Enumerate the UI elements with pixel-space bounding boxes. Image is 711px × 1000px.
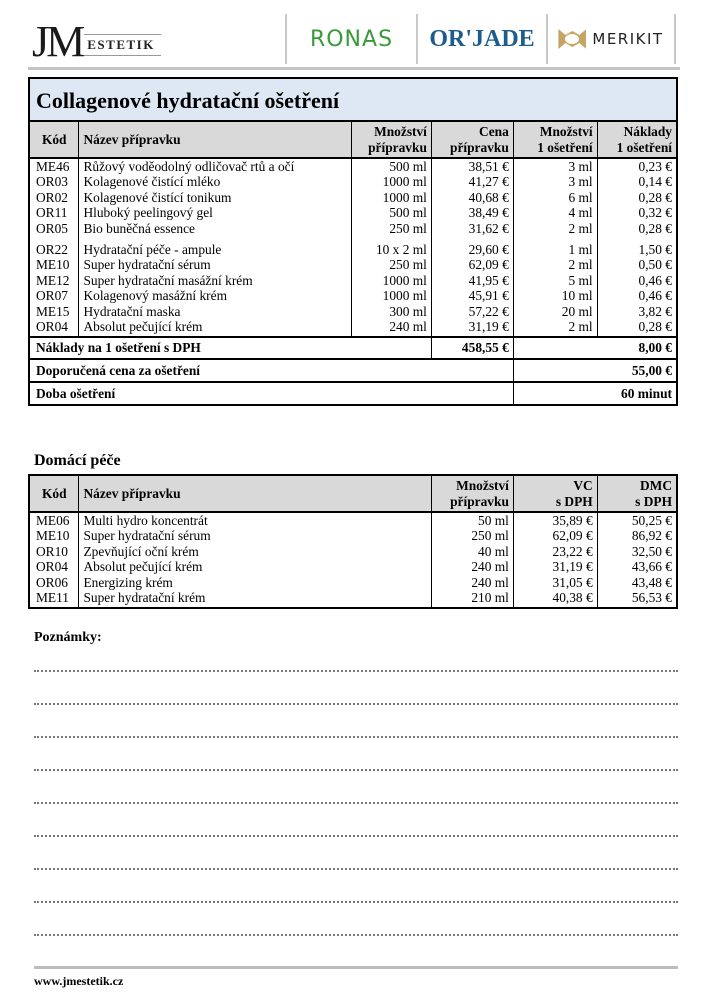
summary-row <box>29 337 677 359</box>
recommended-price-row <box>29 359 677 382</box>
cell-name: Absolut pečující krém <box>79 559 432 575</box>
cell-qty-per: 3 ml <box>513 174 597 190</box>
cell-code: ME15 <box>36 303 70 319</box>
cell-name: Hluboký peelingový gel <box>79 205 352 221</box>
note-line[interactable] <box>34 868 678 870</box>
table-row <box>29 288 677 304</box>
cell-code: OR11 <box>36 205 68 220</box>
cell-name: Bio buněčná essence <box>79 221 352 237</box>
duration-row <box>29 382 677 405</box>
cell-dmc: 50,25 € <box>597 512 677 528</box>
cell-qty: 240 ml <box>431 559 513 575</box>
table-row <box>29 257 677 273</box>
duration-value: 60 minut <box>513 382 677 405</box>
cell-qty: 250 ml <box>431 528 513 544</box>
cell-code: OR02 <box>36 189 68 205</box>
cell-qty-per: 2 ml <box>513 319 597 337</box>
table-row <box>29 528 677 544</box>
header-divider <box>28 67 680 70</box>
cell-code: OR10 <box>36 543 68 559</box>
cell-price: 40,68 € <box>431 190 513 206</box>
cell-qty: 240 ml <box>431 575 513 591</box>
cell-vc: 31,19 € <box>513 559 597 575</box>
ronas-logo-text: RONAS <box>309 26 394 52</box>
footer-divider <box>34 966 678 969</box>
merikit-logo <box>546 14 676 64</box>
page-header <box>28 14 680 66</box>
note-line[interactable] <box>34 736 678 738</box>
orjade-logo-text: OR'JADE <box>429 25 535 52</box>
cell-code: OR22 <box>36 242 68 257</box>
cell-cost: 0,46 € <box>597 288 677 304</box>
cell-vc: 62,09 € <box>513 528 597 544</box>
table-row <box>29 158 677 174</box>
cell-name: Super hydratační sérum <box>79 528 432 544</box>
table-row <box>29 575 677 591</box>
cell-qty-per: 6 ml <box>513 190 597 206</box>
footer-website-link[interactable]: www.jmestetik.cz <box>34 974 124 988</box>
treatment-header-row <box>29 121 677 158</box>
treatment-title: Collagenové hydratační ošetření <box>29 78 677 121</box>
cell-price: 38,51 € <box>431 158 513 174</box>
cell-price: 41,95 € <box>431 273 513 289</box>
cell-code: OR04 <box>36 559 68 574</box>
cell-price: 31,62 € <box>431 221 513 237</box>
table-row <box>29 512 677 528</box>
cell-qty: 250 ml <box>352 257 432 273</box>
cell-price: 29,60 € <box>431 236 513 257</box>
cell-code: ME10 <box>36 528 70 543</box>
cell-name: Super hydratační krém <box>79 590 432 608</box>
cell-price: 62,09 € <box>431 257 513 273</box>
cell-qty: 50 ml <box>431 512 513 528</box>
col-cost-per-treatment-header: Náklady 1 ošetření <box>597 121 677 158</box>
cell-name: Zpevňující oční krém <box>79 544 432 560</box>
cell-code: ME12 <box>36 272 70 288</box>
cell-vc: 40,38 € <box>513 590 597 608</box>
home-care-title: Domácí péče <box>34 452 121 469</box>
home-care-header-row <box>29 475 677 512</box>
col-qty-header: Množství přípravku <box>352 121 432 158</box>
cell-price: 57,22 € <box>431 304 513 320</box>
col-code-header: Kód <box>29 121 79 158</box>
cell-qty: 250 ml <box>352 221 432 237</box>
note-line[interactable] <box>34 769 678 771</box>
table-row <box>29 174 677 190</box>
cell-qty-per: 3 ml <box>513 158 597 174</box>
cell-name: Multi hydro koncentrát <box>79 512 432 528</box>
cell-price: 31,19 € <box>431 319 513 337</box>
cell-qty: 500 ml <box>352 158 432 174</box>
summary-total-cost: 8,00 € <box>513 337 677 359</box>
cell-qty: 300 ml <box>352 304 432 320</box>
cell-cost: 0,28 € <box>597 190 677 206</box>
cell-qty-per: 2 ml <box>513 257 597 273</box>
table-row <box>29 190 677 206</box>
cell-cost: 0,28 € <box>597 221 677 237</box>
home-care-table <box>28 474 678 609</box>
col-price-header: Cena přípravku <box>431 121 513 158</box>
note-line[interactable] <box>34 703 678 705</box>
note-line[interactable] <box>34 835 678 837</box>
cell-vc: 35,89 € <box>513 512 597 528</box>
cell-vc: 23,22 € <box>513 544 597 560</box>
summary-label: Náklady na 1 ošetření s DPH <box>29 337 431 359</box>
cell-qty-per: 5 ml <box>513 273 597 289</box>
cell-cost: 0,23 € <box>597 158 677 174</box>
cell-name: Super hydratační sérum <box>79 257 352 273</box>
note-line[interactable] <box>34 901 678 903</box>
cell-code: ME46 <box>36 159 70 174</box>
cell-code: OR03 <box>36 174 68 189</box>
cell-code: ME11 <box>36 590 69 605</box>
cell-qty-per: 1 ml <box>513 236 597 257</box>
note-line[interactable] <box>34 670 678 672</box>
cell-qty: 1000 ml <box>352 273 432 289</box>
cell-code: OR06 <box>36 574 68 590</box>
cell-qty: 40 ml <box>431 544 513 560</box>
cell-dmc: 43,48 € <box>597 575 677 591</box>
treatment-table <box>28 77 678 406</box>
cell-cost: 0,28 € <box>597 319 677 337</box>
col-vc-header: VC s DPH <box>513 475 597 512</box>
table-row <box>29 221 677 237</box>
cell-dmc: 43,66 € <box>597 559 677 575</box>
summary-total-price: 458,55 € <box>431 337 513 359</box>
cell-vc: 31,05 € <box>513 575 597 591</box>
cell-cost: 0,46 € <box>597 273 677 289</box>
cell-cost: 1,50 € <box>597 236 677 257</box>
cell-code: OR07 <box>36 288 68 303</box>
table-row <box>29 590 677 608</box>
cell-name: Hydratační maska <box>79 304 352 320</box>
cell-code: OR05 <box>36 220 68 236</box>
duration-label: Doba ošetření <box>29 382 513 405</box>
cell-price: 45,91 € <box>431 288 513 304</box>
merikit-emblem-icon <box>558 29 586 49</box>
cell-name: Růžový voděodolný odličovač rtů a očí <box>79 158 352 174</box>
col-qty-header: Množství přípravku <box>431 475 513 512</box>
cell-name: Super hydratační masážní krém <box>79 273 352 289</box>
col-name-header: Název přípravku <box>79 475 432 512</box>
cell-cost: 0,50 € <box>597 257 677 273</box>
cell-name: Hydratační péče - ampule <box>79 236 352 257</box>
col-name-header: Název přípravku <box>79 121 352 158</box>
cell-name: Kolagenový masážní krém <box>79 288 352 304</box>
orjade-logo <box>416 14 546 64</box>
cell-code: OR04 <box>36 319 68 334</box>
cell-cost: 0,32 € <box>597 205 677 221</box>
cell-cost: 0,14 € <box>597 174 677 190</box>
note-line[interactable] <box>34 934 678 936</box>
cell-qty-per: 10 ml <box>513 288 597 304</box>
cell-dmc: 86,92 € <box>597 528 677 544</box>
recommended-price-label: Doporučená cena za ošetření <box>29 359 513 382</box>
cell-qty: 500 ml <box>352 205 432 221</box>
cell-qty-per: 20 ml <box>513 304 597 320</box>
merikit-logo-text: MERIKIT <box>592 30 664 48</box>
cell-name: Kolagenové čistící mléko <box>79 174 352 190</box>
cell-name: Absolut pečující krém <box>79 319 352 337</box>
cell-qty: 1000 ml <box>352 174 432 190</box>
cell-code: ME06 <box>36 513 70 528</box>
table-row <box>29 273 677 289</box>
jm-logo-letters: JM <box>32 17 83 66</box>
jm-logo-estetik: ESTETIK <box>84 34 161 56</box>
cell-name: Energizing krém <box>79 575 432 591</box>
cell-qty: 240 ml <box>352 319 432 337</box>
cell-code: ME10 <box>36 257 70 272</box>
cell-qty: 1000 ml <box>352 190 432 206</box>
ronas-logo <box>285 14 416 64</box>
table-row <box>29 319 677 337</box>
cell-qty: 10 x 2 ml <box>352 236 432 257</box>
cell-qty: 210 ml <box>431 590 513 608</box>
cell-qty-per: 4 ml <box>513 205 597 221</box>
table-row <box>29 205 677 221</box>
jm-estetik-logo <box>32 17 161 66</box>
recommended-price-value: 55,00 € <box>513 359 677 382</box>
col-dmc-header: DMC s DPH <box>597 475 677 512</box>
col-qty-per-treatment-header: Množství 1 ošetření <box>513 121 597 158</box>
cell-name: Kolagenové čistící tonikum <box>79 190 352 206</box>
cell-price: 41,27 € <box>431 174 513 190</box>
cell-price: 38,49 € <box>431 205 513 221</box>
table-row <box>29 236 677 257</box>
table-row <box>29 559 677 575</box>
note-line[interactable] <box>34 802 678 804</box>
cell-dmc: 32,50 € <box>597 544 677 560</box>
notes-title: Poznámky: <box>34 630 102 645</box>
cell-qty: 1000 ml <box>352 288 432 304</box>
table-row <box>29 544 677 560</box>
col-code-header: Kód <box>29 475 79 512</box>
cell-dmc: 56,53 € <box>597 590 677 608</box>
cell-cost: 3,82 € <box>597 304 677 320</box>
cell-qty-per: 2 ml <box>513 221 597 237</box>
table-row <box>29 304 677 320</box>
